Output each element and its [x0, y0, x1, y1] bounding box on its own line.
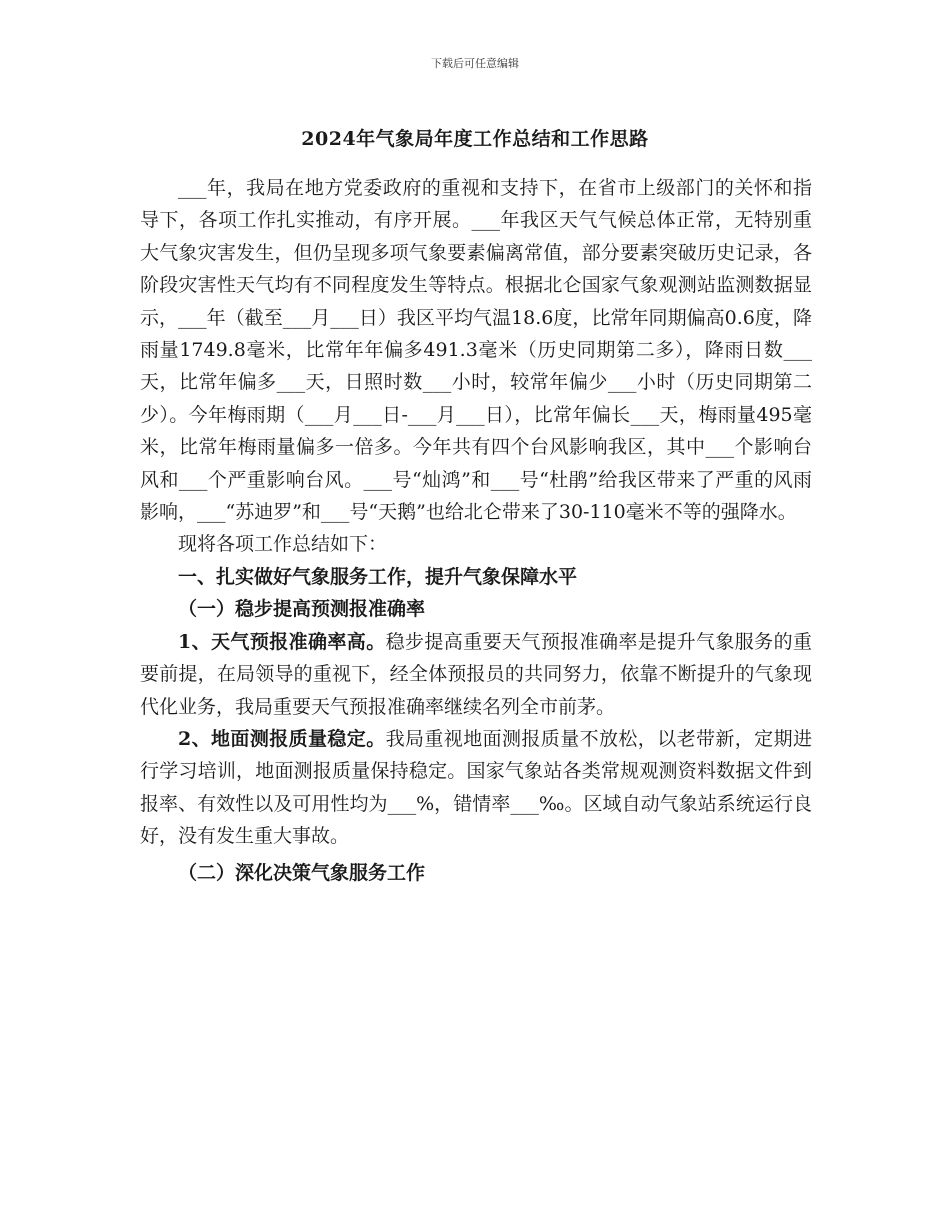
- item1-paragraph: [140, 626, 812, 723]
- section1-heading: 一、扎实做好气象服务工作，提升气象保障水平: [178, 565, 578, 588]
- item1-title: 1、天气预报准确率高。: [178, 630, 386, 653]
- item2-body: 我局重视地面测报质量不放松，以老带新，定期进行学习培训，地面测报质量保持稳定。国家气象站各类常规观测资料数据文件到报率、有效性以及可用性均为___%，错情率___‰。区域自动气象站系统运行良好，没有发生重大事故。: [140, 727, 812, 848]
- item2-title: 2、地面测报质量稳定。: [178, 727, 386, 750]
- sub2-heading: （二）深化决策气象服务工作: [178, 861, 426, 884]
- intro-paragraph: ___年，我局在地方党委政府的重视和支持下，在省市上级部门的关怀和指导下，各项工作扎实推动，有序开展。___年我区天气气候总体正常，无特别重大气象灾害发生，但仍呈现多项气象要素偏离常值，部分要素突破历史记录，各阶段灾害性天气均有不同程度发生等特点。根据北仑国家气象观测站监测数据显示，___年（截至___月___日）我区平均气温18.6度，比常年同期偏高0.6度，降雨量1749.8毫米，比常年年偏多491.3毫米（历史同期第二多），降雨日数___天，比常年偏多___天，日照时数___小时，较常年偏少___小时（历史同期第二少）。今年梅雨期（___月___日-___月___日），比常年偏长___天，梅雨量495毫米，比常年梅雨量偏多一倍多。今年共有四个台风影响我区，其中___个影响台风和___个严重影响台风。___号“灿鸿”和___号“杜鹃”给我区带来了严重的风雨影响，___“苏迪罗”和___号“天鹅”也给北仑带来了30-110毫米不等的强降水。: [140, 177, 812, 524]
- document-title: 2024年气象局年度工作总结和工作思路: [301, 128, 649, 150]
- item2-paragraph: [140, 723, 812, 853]
- document-body: [140, 172, 812, 889]
- summary-lead: 现将各项工作总结如下：: [178, 533, 388, 556]
- sub1-heading: （一）稳步提高预测报准确率: [178, 598, 426, 621]
- item1-body: 稳步提高重要天气预报准确率是提升气象服务的重要前提，在局领导的重视下，经全体预报员的共同努力，依靠不断提升的气象现代化业务，我局重要天气预报准确率继续名列全市前茅。: [140, 630, 812, 718]
- header-note: 下载后可任意编辑: [431, 57, 519, 70]
